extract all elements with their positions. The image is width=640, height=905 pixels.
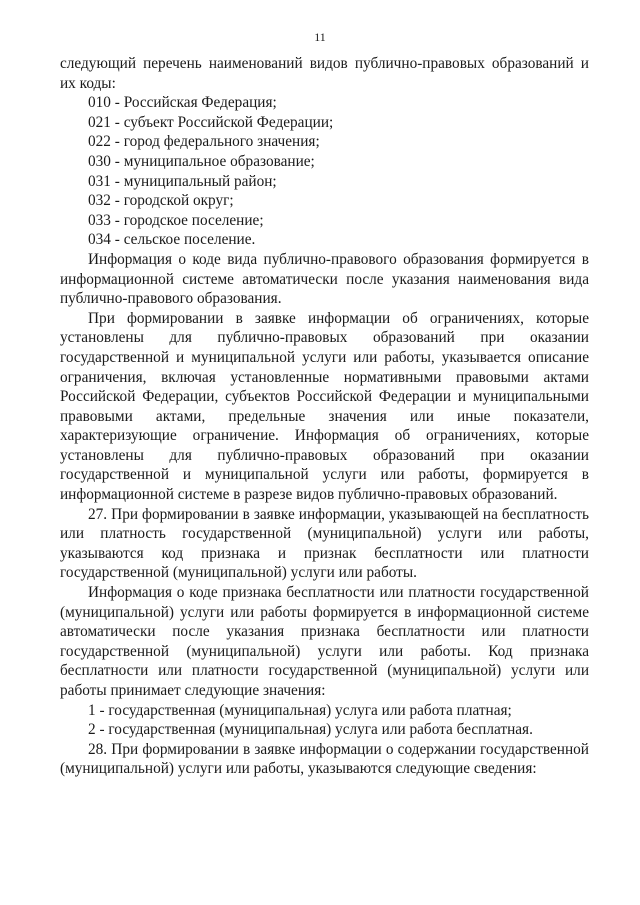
list-item: 034 - сельское поселение.	[88, 231, 256, 249]
sign-info-paragraph: Информация о коде признака бесплатности или платности государственной (муниципальной) услуги или работы формируется в информационной системе автоматически после указания признака бесплатности или платности государственной (муниципальной) услуги или работы. Код признака бесплатности или платности государственной (муниципальной) услуги или работы принимает следующие значения:	[60, 584, 589, 699]
intro-paragraph: следующий перечень наименований видов публично-правовых образований и их коды:	[60, 55, 589, 92]
document-body	[60, 54, 589, 779]
list-item: 022 - город федерального значения;	[88, 133, 320, 151]
list-item: 2 - государственная (муниципальная) услуга или работа бесплатная.	[88, 721, 533, 739]
clause-27-paragraph: 27. При формировании в заявке информации, указывающей на бесплатность или платность государственной (муниципальной) услуги или работы, указываются код признака и признак бесплатности или платности государственной (муниципальной) услуги или работы.	[60, 505, 589, 582]
list-item: 032 - городской округ;	[88, 192, 234, 210]
clause-28-paragraph: 28. При формировании в заявке информации о содержании государственной (муниципальной) услуги или работы, указываются следующие сведения:	[60, 740, 589, 778]
entity-codes-list	[60, 93, 589, 250]
restrictions-paragraph: При формировании в заявке информации об ограничениях, которые установлены для публично-правовых образований при оказании государственной и муниципальной услуги или работы, указывается описание ограничения, включая установленные нормативными правовыми актами Российской Федерации, субъектов Российской Федерации и муниципальными правовыми актами, предельные значения или иные показатели, характеризующие ограничение. Информация об ограничениях, которые установлены для публично-правовых образований при оказании государственной и муниципальной услуги или работы, формируется в информационной системе в разрезе видов публично-правовых образований.	[60, 309, 589, 504]
page-number: 11	[314, 30, 326, 44]
list-item: 033 - городское поселение;	[88, 211, 264, 229]
list-item: 1 - государственная (муниципальная) услуга или работа платная;	[88, 701, 512, 719]
list-item: 021 - субъект Российской Федерации;	[88, 113, 334, 131]
list-item: 010 - Российская Федерация;	[88, 94, 277, 112]
list-item: 030 - муниципальное образование;	[88, 152, 315, 170]
code-info-paragraph: Информация о коде вида публично-правового образования формируется в информационной системе автоматически после указания наименования вида публично-правового образования.	[60, 250, 589, 308]
list-item: 031 - муниципальный район;	[88, 172, 277, 190]
sign-values-list	[60, 701, 589, 740]
